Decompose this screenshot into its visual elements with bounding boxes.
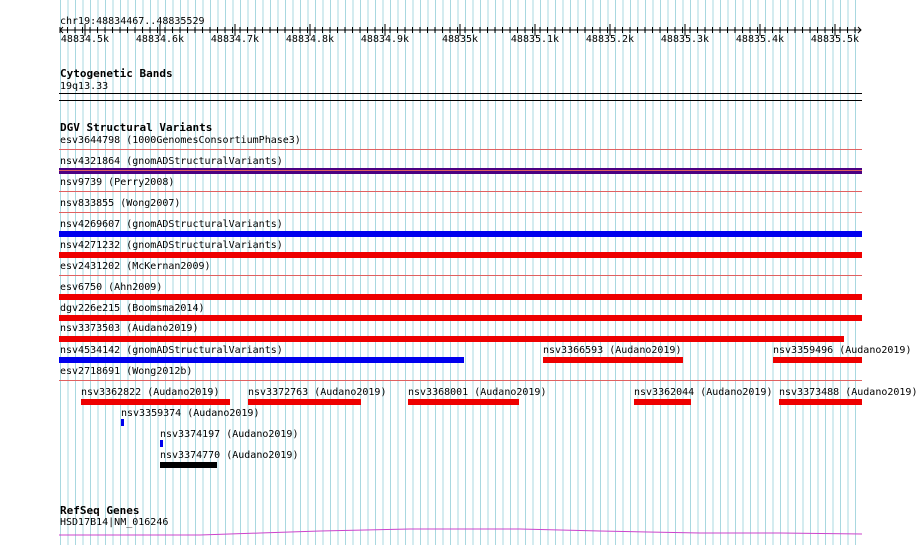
dgv-feature-label[interactable]: nsv3372763 (Audano2019): [248, 387, 387, 398]
dgv-feature-bar[interactable]: [248, 399, 361, 405]
dgv-feature-bar[interactable]: [59, 357, 464, 363]
dgv-feature-label[interactable]: nsv4269607 (gnomADStructuralVariants): [60, 219, 283, 230]
dgv-feature-bar[interactable]: [543, 357, 683, 363]
dgv-feature-label[interactable]: nsv4271232 (gnomADStructuralVariants): [60, 240, 283, 251]
cytoband-line-top: [59, 93, 862, 94]
cytoband-label: 19q13.33: [60, 81, 109, 92]
ruler-tick-label: 48834.5k: [60, 34, 110, 45]
refseq-track-title[interactable]: RefSeq Genes: [60, 504, 140, 517]
cytoband-line-bottom: [59, 100, 862, 101]
ruler-tick-label: 48835.3k: [660, 34, 710, 45]
dgv-feature-label[interactable]: nsv833855 (Wong2007): [60, 198, 181, 209]
row-separator: [59, 380, 862, 381]
dgv-feature-bar[interactable]: [59, 315, 862, 321]
dgv-feature-bar[interactable]: [773, 357, 862, 363]
ruler-tick-label: 48835k: [441, 34, 479, 45]
cytoband-track-title[interactable]: Cytogenetic Bands: [60, 67, 173, 80]
dgv-feature-bar[interactable]: [59, 336, 844, 342]
ruler-tick-label: 48835.4k: [735, 34, 785, 45]
dgv-feature-label[interactable]: esv2718691 (Wong2012b): [60, 366, 193, 377]
dgv-feature-label[interactable]: nsv3362822 (Audano2019): [81, 387, 220, 398]
location-label: chr19:48834467..48835529: [60, 16, 205, 27]
dgv-feature-label[interactable]: nsv3366593 (Audano2019): [543, 345, 682, 356]
dgv-feature-bar[interactable]: [160, 440, 163, 447]
row-separator: [59, 191, 862, 192]
ruler-tick-label: 48835.1k: [510, 34, 560, 45]
row-separator: [59, 275, 862, 276]
ruler-tick-label: 48834.8k: [285, 34, 335, 45]
dgv-feature-bar[interactable]: [634, 399, 691, 405]
dgv-feature-label[interactable]: nsv3373503 (Audano2019): [60, 323, 199, 334]
dgv-feature-bar[interactable]: [59, 231, 862, 237]
dgv-feature-label[interactable]: esv6750 (Ahn2009): [60, 282, 163, 293]
ruler-tick-label: 48835.2k: [585, 34, 635, 45]
dgv-feature-bar[interactable]: [59, 252, 862, 258]
dgv-feature-bar[interactable]: [59, 168, 862, 174]
dgv-feature-label[interactable]: nsv3359496 (Audano2019): [773, 345, 912, 356]
dgv-feature-label[interactable]: nsv3368001 (Audano2019): [408, 387, 547, 398]
dgv-feature-bar[interactable]: [81, 399, 230, 405]
refseq-gene-label[interactable]: HSD17B14|NM_016246: [60, 517, 169, 528]
dgv-feature-label[interactable]: nsv3374770 (Audano2019): [160, 450, 299, 461]
dgv-feature-label[interactable]: nsv4321864 (gnomADStructuralVariants): [60, 156, 283, 167]
row-separator: [59, 170, 862, 171]
dgv-feature-bar[interactable]: [160, 462, 217, 468]
dgv-feature-label[interactable]: nsv3374197 (Audano2019): [160, 429, 299, 440]
dgv-track-title[interactable]: DGV Structural Variants: [60, 121, 213, 134]
dgv-feature-label[interactable]: nsv3359374 (Audano2019): [121, 408, 260, 419]
dgv-feature-bar[interactable]: [408, 399, 519, 405]
row-separator: [59, 212, 862, 213]
dgv-feature-bar[interactable]: [121, 419, 124, 426]
dgv-feature-bar[interactable]: [59, 294, 862, 300]
ruler-tick-label: 48834.6k: [135, 34, 185, 45]
row-separator: [59, 149, 862, 150]
refseq-gene-line[interactable]: [0, 525, 890, 545]
dgv-feature-label[interactable]: nsv4534142 (gnomADStructuralVariants): [60, 345, 283, 356]
dgv-feature-label[interactable]: esv3644798 (1000GenomesConsortiumPhase3): [60, 135, 301, 146]
dgv-feature-label[interactable]: dgv226e215 (Boomsma2014): [60, 303, 205, 314]
dgv-feature-label[interactable]: esv2431202 (McKernan2009): [60, 261, 211, 272]
dgv-feature-label[interactable]: nsv9739 (Perry2008): [60, 177, 175, 188]
dgv-feature-label[interactable]: nsv3373488 (Audano2019): [779, 387, 917, 398]
dgv-feature-bar[interactable]: [779, 399, 862, 405]
ruler-tick-label: 48835.5k: [810, 34, 860, 45]
dgv-feature-label[interactable]: nsv3362044 (Audano2019): [634, 387, 773, 398]
ruler-tick-label: 48834.7k: [210, 34, 260, 45]
ruler-tick-label: 48834.9k: [360, 34, 410, 45]
